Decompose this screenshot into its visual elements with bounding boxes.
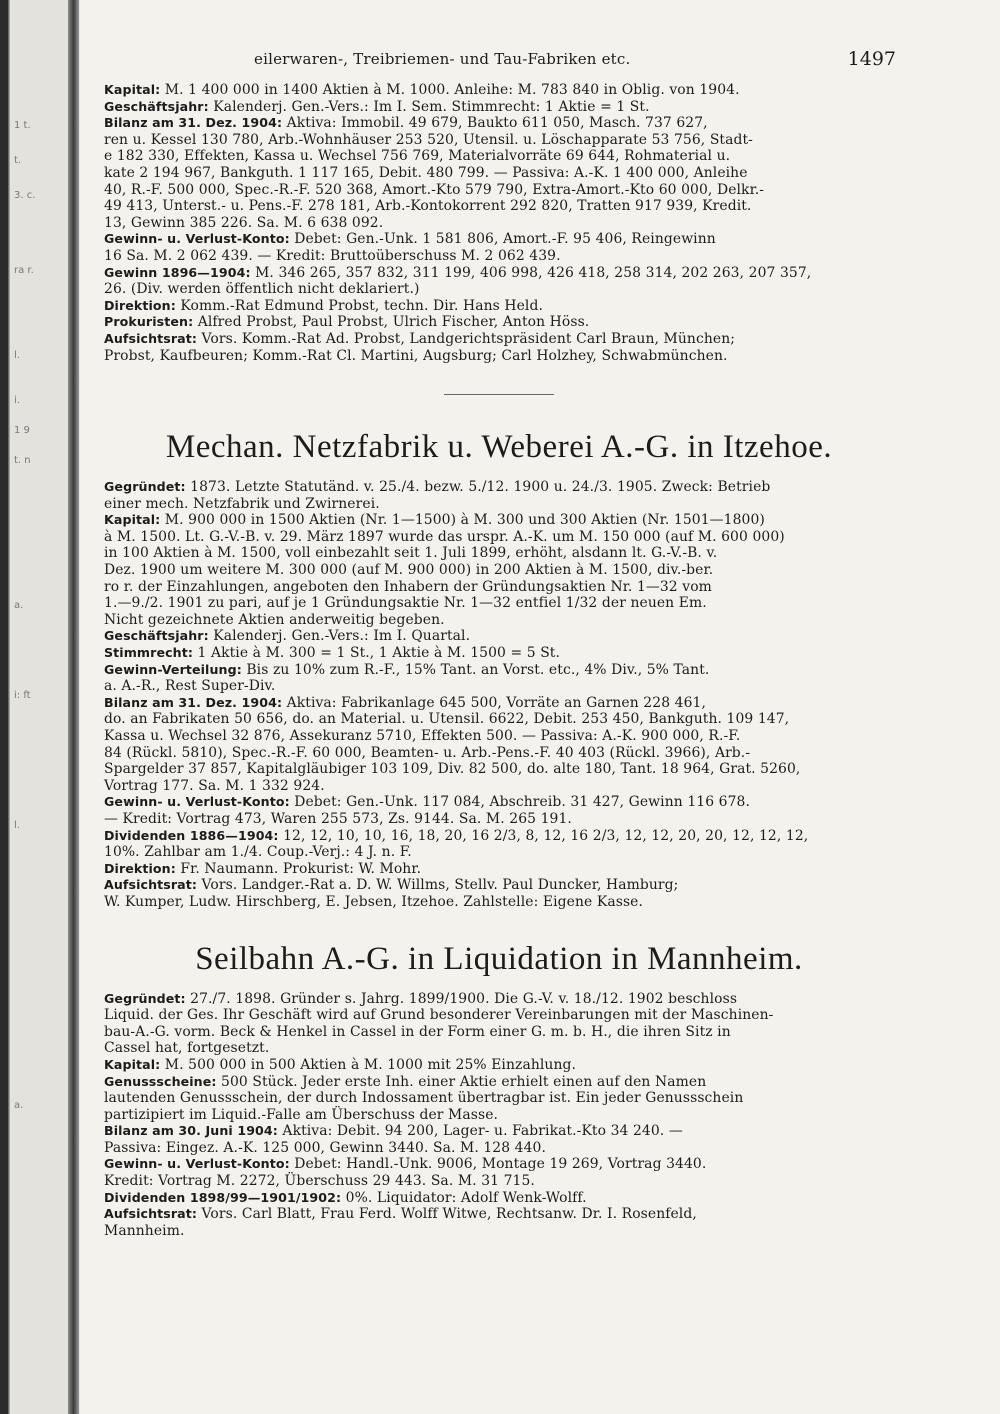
entry-line: in 100 Aktien à M. 1500, voll einbezahlt seit 1. Juli 1899, erhöht, alsdann lt. G.-V.-B. v. (104, 545, 718, 562)
entry-line: a. A.-R., Rest Super-Div. (104, 678, 276, 695)
entry-line: Kapital: M. 900 000 in 1500 Aktien (Nr. 1—1500) à M. 300 und 300 Aktien (Nr. 1501—1800) (104, 512, 765, 529)
company-title: Mechan. Netzfabrik u. Weberei A.-G. in Itzehoe. (165, 429, 833, 466)
entry-line: Mannheim. (104, 1222, 185, 1239)
entry-line: ren u. Kessel 130 780, Arb.-Wohnhäuser 253 520, Utensil. u. Löschapparate 53 756, Stadt- (104, 131, 753, 148)
entry-line: Gewinn- u. Verlust-Konto: Debet: Gen.-Unk. 117 084, Abschreib. 31 427, Gewinn 116 678. (104, 794, 750, 811)
entry-line: 40, R.-F. 500 000, Spec.-R.-F. 520 368, Amort.-Kto 579 790, Extra-Amort.-Kto 60 000, Delkr.- (104, 181, 765, 198)
entry-line: Kapital: M. 1 400 000 in 1400 Aktien à M. 1000. Anleihe: M. 783 840 in Oblig. von 1904. (104, 82, 740, 98)
entry-line: Geschäftsjahr: Kalenderj. Gen.-Vers.: Im I. Quartal. (104, 628, 471, 645)
entry-line: Spargelder 37 857, Kapitalgläubiger 103 109, Div. 82 500, do. alte 180, Tant. 18 964, Grat. 5260, (104, 761, 801, 778)
entry-line: 13, Gewinn 385 226. Sa. M. 6 638 092. (104, 214, 384, 231)
entry-line: Gewinn-Verteilung: Bis zu 10% zum R.-F., 15% Tant. an Vorst. etc., 4% Div., 5% Tant. (104, 661, 710, 678)
entry-line: Prokuristen: Alfred Probst, Paul Probst, Ulrich Fischer, Anton Höss. (104, 314, 590, 331)
entry-line: ro r. der Einzahlungen, angeboten den Inhabern der Gründungsaktien Nr. 1—32 vom (104, 578, 712, 595)
gutter-fragment: t. (14, 155, 22, 166)
book-spine-shadow (68, 0, 79, 1414)
entry-line: 1.—9./2. 1901 zu pari, auf je 1 Gründungsaktie Nr. 1—32 entfiel 1/32 der neuen Em. (104, 595, 707, 612)
entry-line: Gewinn- u. Verlust-Konto: Debet: Handl.-Unk. 9006, Montage 19 269, Vortrag 3440. (104, 1156, 707, 1173)
gutter-fragment: a. (14, 600, 24, 611)
entry-line: Aufsichtsrat: Vors. Komm.-Rat Ad. Probst, Landgerichtspräsident Carl Braun, München; (104, 330, 736, 347)
entry-line: Aufsichtsrat: Vors. Landger.-Rat a. D. W. Willms, Stellv. Paul Duncker, Hamburg; (104, 877, 679, 894)
entry-line: einer mech. Netzfabrik und Zwirnerei. (104, 495, 380, 512)
entry-line: Dividenden 1886—1904: 12, 12, 10, 10, 16, 18, 20, 16 2/3, 8, 12, 16 2/3, 12, 12, 20, 20, 12, 12, 12, (104, 827, 809, 844)
entry-line: Bilanz am 30. Juni 1904: Aktiva: Debit. 94 200, Lager- u. Fabrikat.-Kto 34 240. — (104, 1123, 683, 1140)
entry-line: Genussscheine: 500 Stück. Jeder erste Inh. einer Aktie erhielt einen auf den Namen (104, 1073, 707, 1090)
entry-line: Gewinn 1896—1904: M. 346 265, 357 832, 311 199, 406 998, 426 418, 258 314, 202 263, 207 357, (104, 264, 812, 281)
gutter-fragment: 1 t. (14, 120, 31, 131)
binding-gutter (0, 0, 80, 1414)
gutter-fragment: ra r. (14, 265, 34, 276)
entry-line: W. Kumper, Ludw. Hirschberg, E. Jebsen, Itzehoe. Zahlstelle: Eigene Kasse. (104, 893, 644, 910)
entry-line: Gegründet: 1873. Letzte Statutänd. v. 25./4. bezw. 5./12. 1900 u. 24./3. 1905. Zweck: Betrieb (104, 479, 771, 496)
entry-line: Dividenden 1898/99—1901/1902: 0%. Liquidator: Adolf Wenk-Wolff. (104, 1189, 587, 1206)
entry-line: Vortrag 177. Sa. M. 1 332 924. (104, 777, 325, 794)
entry-line: à M. 1500. Lt. G.-V.-B. v. 29. März 1897 wurde das urspr. A.-K. um M. 150 000 (auf M. 600 000) (104, 528, 785, 545)
gutter-fragment: a. (14, 1100, 24, 1111)
entry-line: Gegründet: 27./7. 1898. Gründer s. Jahrg. 1899/1900. Die G.-V. v. 18./12. 1902 beschloss (104, 990, 738, 1007)
entry-netzfabrik-itzehoe (104, 429, 894, 910)
entry-line: Gewinn- u. Verlust-Konto: Debet: Gen.-Unk. 1 581 806, Amort.-F. 95 406, Reingewinn (104, 231, 716, 248)
gutter-fragment: l. (14, 820, 20, 831)
entry-line: Geschäftsjahr: Kalenderj. Gen.-Vers.: Im I. Sem. Stimmrecht: 1 Aktie = 1 St. (104, 98, 650, 115)
entry-line: 84 (Rückl. 5810), Spec.-R.-F. 60 000, Beamten- u. Arb.-Pens.-F. 40 403 (Rückl. 3966), Arb.- (104, 744, 751, 761)
entry-line: Aufsichtsrat: Vors. Carl Blatt, Frau Ferd. Wolff Witwe, Rechtsanw. Dr. I. Rosenfeld, (104, 1206, 697, 1223)
entry-line: lautenden Genussschein, der durch Indossament übertragbar ist. Ein jeder Genussschein (104, 1090, 744, 1107)
entry-line: Direktion: Komm.-Rat Edmund Probst, techn. Dir. Hans Held. (104, 297, 543, 314)
entry-line: e 182 330, Effekten, Kassa u. Wechsel 756 769, Materialvorräte 69 644, Rohmaterial u. (104, 148, 731, 165)
entry-continued-company (104, 82, 894, 364)
entry-line: — Kredit: Vortrag 473, Waren 255 573, Zs. 9144. Sa. M. 265 191. (104, 810, 572, 827)
entry-line: Cassel hat, fortgesetzt. (104, 1040, 270, 1057)
entry-line: Kredit: Vortrag M. 2272, Überschuss 29 443. Sa. M. 31 715. (104, 1173, 535, 1190)
entry-line: Nicht gezeichnete Aktien anderweitig begeben. (104, 611, 445, 628)
section-divider (444, 394, 554, 395)
entry-line: Dez. 1900 um weitere M. 300 000 (auf M. 900 000) in 200 Aktien à M. 1500, div.-ber. (104, 562, 714, 579)
entry-line: 10%. Zahlbar am 1./4. Coup.-Verj.: 4 J. n. F. (104, 844, 412, 861)
entry-line: 49 413, Unterst.- u. Pens.-F. 278 181, Arb.-Kontokorrent 292 820, Tratten 917 939, Kredit. (104, 198, 752, 215)
running-title: eilerwaren-, Treibriemen- und Tau-Fabriken etc. (254, 50, 631, 68)
entry-line: Direktion: Fr. Naumann. Prokurist: W. Mohr. (104, 860, 422, 877)
entry-line: Kapital: M. 500 000 in 500 Aktien à M. 1000 mit 25% Einzahlung. (104, 1056, 577, 1073)
gutter-fragment: i: ft (14, 690, 31, 701)
entry-line: kate 2 194 967, Bankguth. 1 117 165, Debit. 480 799. — Passiva: A.-K. 1 400 000, Anleihe (104, 164, 748, 181)
gutter-fragment: 1 9 (14, 425, 30, 436)
page-number: 1497 (847, 48, 896, 70)
entry-line: Liquid. der Ges. Ihr Geschäft wird auf Grund besonderer Vereinbarungen mit der Maschinen- (104, 1007, 774, 1024)
entry-line: Stimmrecht: 1 Aktie à M. 300 = 1 St., 1 Aktie à M. 1500 = 5 St. (104, 645, 561, 662)
gutter-fragment: t. n (14, 455, 31, 466)
running-header (104, 46, 894, 72)
entry-line: Passiva: Eingez. A.-K. 125 000, Gewinn 3440. Sa. M. 128 440. (104, 1139, 547, 1156)
entry-line: 26. (Div. werden öffentlich nicht deklariert.) (104, 281, 420, 298)
entry-seilbahn-mannheim (104, 941, 894, 1240)
entry-line: Kassa u. Wechsel 32 876, Assekuranz 5710, Effekten 500. — Passiva: A.-K. 900 000, R.-F. (104, 728, 741, 744)
entry-line: Probst, Kaufbeuren; Komm.-Rat Cl. Martini, Augsburg; Carl Holzhey, Schwabmünchen. (104, 347, 728, 364)
document-page (104, 46, 894, 1239)
entry-line: 16 Sa. M. 2 062 439. — Kredit: Bruttoüberschuss M. 2 062 439. (104, 247, 561, 264)
company-title: Seilbahn A.-G. in Liquidation in Mannheim. (195, 940, 803, 977)
entry-line: do. an Fabrikaten 50 656, do. an Material. u. Utensil. 6622, Debit. 253 450, Bankguth. 109 147, (104, 711, 790, 728)
entry-line: bau-A.-G. vorm. Beck & Henkel in Cassel in der Form einer G. m. b. H., die ihren Sitz in (104, 1023, 731, 1040)
entry-line: Bilanz am 31. Dez. 1904: Aktiva: Immobil. 49 679, Baukto 611 050, Masch. 737 627, (104, 115, 708, 132)
gutter-fragment: i. (14, 395, 20, 406)
entry-line: partizipiert im Liquid.-Falle am Überschuss der Masse. (104, 1106, 499, 1123)
gutter-fragment: l. (14, 350, 20, 361)
entry-line: Bilanz am 31. Dez. 1904: Aktiva: Fabrikanlage 645 500, Vorräte an Garnen 228 461, (104, 694, 706, 711)
gutter-fragment: 3. c. (14, 190, 36, 201)
